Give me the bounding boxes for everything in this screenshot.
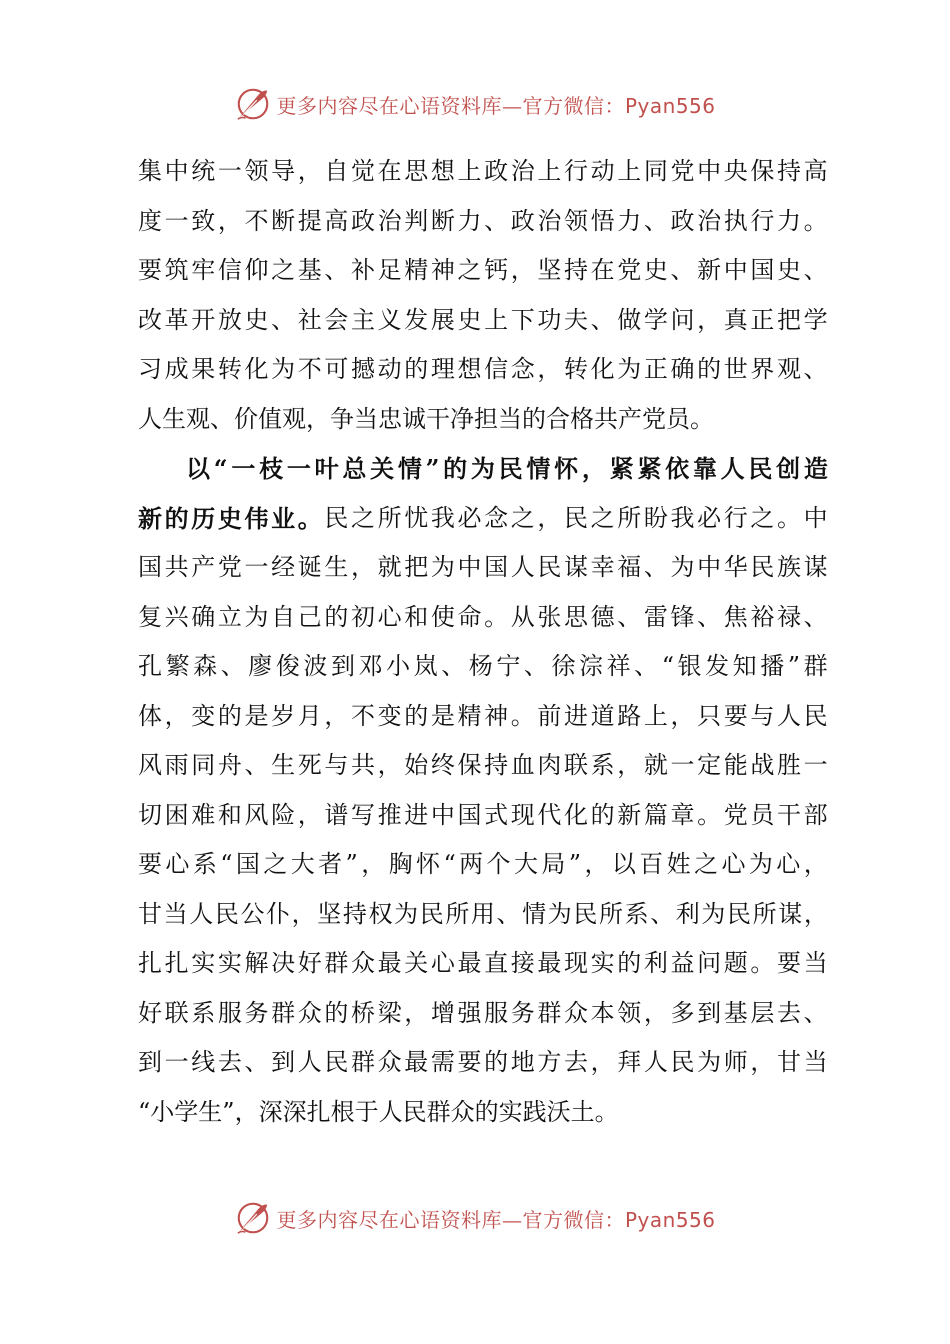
text-line: 甘 当 人 民 公 仆 ， 坚 持 权 为 民 所 用 、 情 为 民 所 系 、 利 为 民 所 谋 ， (138, 899, 828, 928)
quill-pen-logo-icon (234, 1199, 272, 1237)
text-line: 到 一 线 去 、 到 人 民 群 众 最 需 要 的 地 方 去 ， 拜 人 民 为 师 ， 甘 当 (138, 1048, 828, 1076)
text-line: 人 生 观 、 价 值 观 ， 争 当 忠 诚 干 净 担 当 的 合 格 共 产 党 员 。 (138, 404, 714, 433)
text-line: 度 一 致 ， 不 断 提 高 政 治 判 断 力 、 政 治 领 悟 力 、 政 治 执 行 力 。 (138, 206, 828, 235)
text-line: 要 筑 牢 信 仰 之 基 、 补 足 精 神 之 钙 ， 坚 持 在 党 史 、 新 中 国 史 、 (138, 256, 828, 284)
banner-text (276, 1204, 715, 1233)
text-line: 改 革 开 放 史 、 社 会 主 义 发 展 史 上 下 功 夫 、 做 学 问 ， 真 正 把 学 (138, 305, 828, 334)
footer-banner (0, 1198, 950, 1238)
document-body (138, 147, 828, 1137)
text-line: 孔 繁 森 、 廖 俊 波 到 邓 小 岚 、 杨 宁 、 徐 淙 祥 、 “ 银 发 知 播 ” 群 (138, 652, 828, 680)
text-line: 以 “ 一 枝 一 叶 总 关 情 ” 的 为 民 情 怀 ， 紧 紧 依 靠 人 民 创 造 (186, 454, 828, 483)
text-line: 体 ， 变 的 是 岁 月 ， 不 变 的 是 精 神 。 前 进 道 路 上 ， 只 要 与 人 民 (138, 701, 828, 730)
banner-wechat-label: 官方微信： (522, 93, 625, 118)
text-line: 切 困 难 和 风 险 ， 谱 写 推 进 中 国 式 现 代 化 的 新 篇 章 。 党 员 干 部 (138, 800, 828, 829)
banner-wechat-label: 官方微信： (522, 1207, 625, 1232)
banner-brand: 更多内容尽在心语资料库 (276, 1207, 502, 1232)
text-line: 习 成 果 转 化 为 不 可 撼 动 的 理 想 信 念 ， 转 化 为 正 确 的 世 界 观 、 (138, 355, 828, 383)
text-line: 扎 扎 实 实 解 决 好 群 众 最 关 心 最 直 接 最 现 实 的 利 益 问 题 。 要 当 (138, 949, 828, 977)
text-line: 要 心 系 “ 国 之 大 者 ” ， 胸 怀 “ 两 个 大 局 ” ， 以 百 姓 之 心 为 心 ， (138, 850, 828, 878)
banner-separator: — (501, 1207, 523, 1232)
text-line: “ 小 学 生 ” ， 深 深 扎 根 于 人 民 群 众 的 实 践 沃 土 。 (138, 1097, 619, 1126)
text-line: 新 的 历 史 伟 业 。 民 之 所 忧 我 必 念 之 ， 民 之 所 盼 我 必 行 之 。 中 (138, 503, 828, 533)
paragraph (138, 444, 828, 1137)
banner-wechat-id: Pyan556 (624, 93, 716, 118)
text-line: 复 兴 确 立 为 自 己 的 初 心 和 使 命 。 从 张 思 德 、 雷 锋 、 焦 裕 禄 、 (138, 602, 828, 631)
banner-separator: — (501, 93, 523, 118)
banner-brand: 更多内容尽在心语资料库 (276, 93, 502, 118)
paragraph (138, 147, 828, 444)
text-line: 风 雨 同 舟 、 生 死 与 共 ， 始 终 保 持 血 肉 联 系 ， 就 一 定 能 战 胜 一 (138, 751, 828, 779)
text-line: 集 中 统 一 领 导 ， 自 觉 在 思 想 上 政 治 上 行 动 上 同 党 中 央 保 持 高 (138, 157, 828, 185)
banner-wechat-id: Pyan556 (624, 1207, 716, 1232)
text-line: 好 联 系 服 务 群 众 的 桥 梁 ， 增 强 服 务 群 众 本 领 ， 多 到 基 层 去 、 (138, 998, 828, 1027)
quill-pen-logo-icon (234, 85, 272, 123)
text-line: 国 共 产 党 一 经 诞 生 ， 就 把 为 中 国 人 民 谋 幸 福 、 为 中 华 民 族 谋 (138, 553, 828, 581)
banner-text (276, 90, 715, 119)
header-banner (0, 84, 950, 124)
